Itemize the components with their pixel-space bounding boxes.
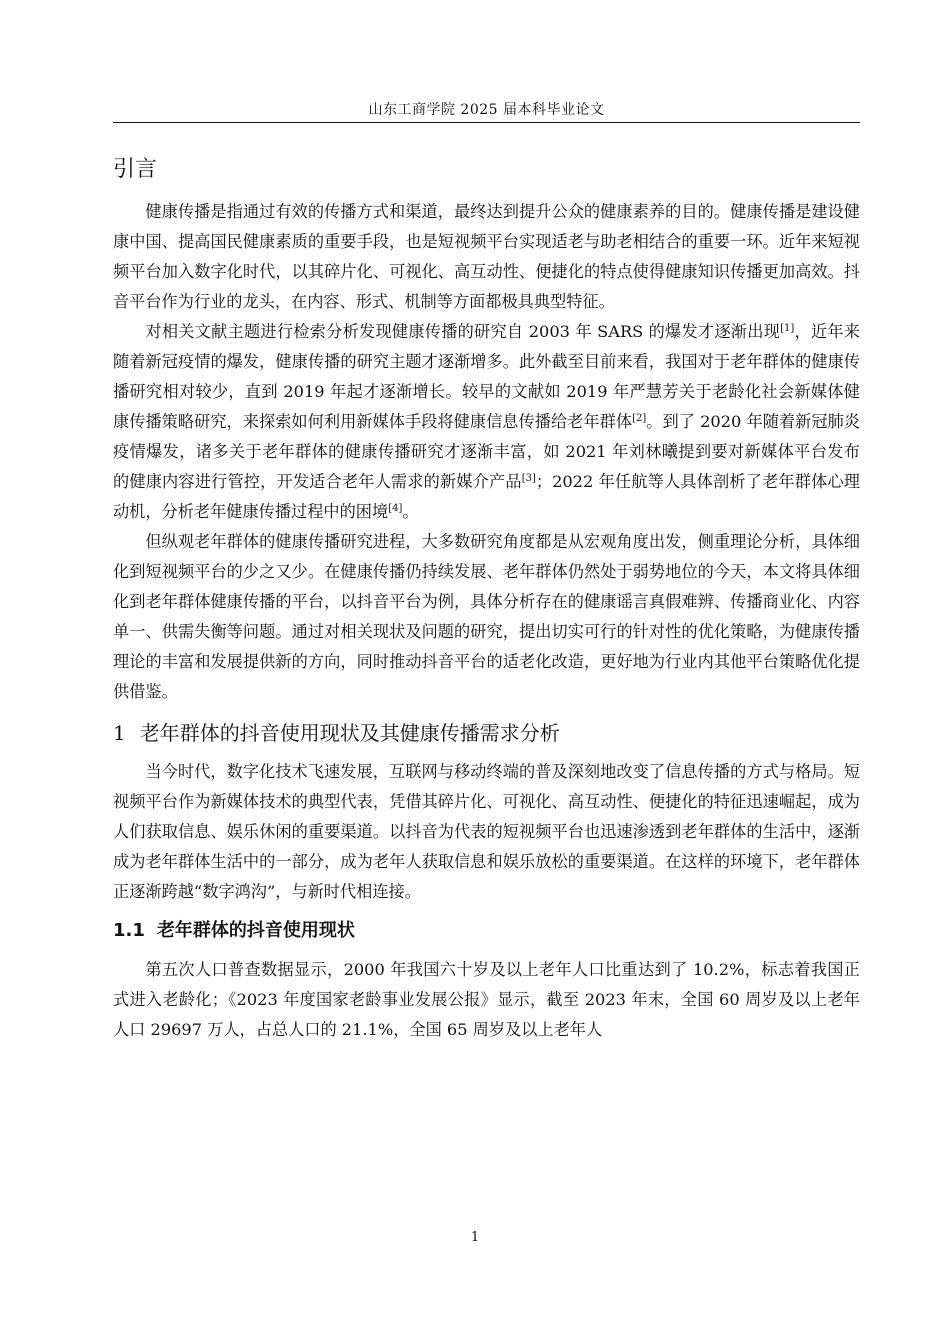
citation-4: [4]: [388, 503, 403, 514]
section-1-1-title: 老年群体的抖音使用现状: [156, 920, 355, 941]
page-content: [113, 150, 860, 1045]
section-1-1-number: 1.1: [113, 920, 145, 941]
intro-p2-text-2: ，近年来随着新冠疫情的爆发，健康传播的研究主题才逐渐增多。此外截至目前来看，我国对于老年群体的健康传播研究相对较少，直到 2019 年起才逐渐增长。较早的文献如 2019 年严慧芳关于老龄化社会新媒体健康传播策略研究，来探索如何利用新媒体手段将健康信息传播给老年群体: [113, 322, 860, 431]
intro-paragraph-2: [113, 317, 860, 527]
citation-3: [3]: [521, 473, 536, 484]
introduction-heading: 引言: [113, 157, 158, 182]
page-number: 1: [470, 1230, 480, 1245]
intro-p2-text-4: ；2022 年任航等人具体剖析了老年群体心理动机，分析老年健康传播过程中的困境: [113, 472, 860, 521]
section-1-paragraph-1: 当今时代，数字化技术飞速发展，互联网与移动终端的普及深刻地改变了信息传播的方式与格局。短视频平台作为新媒体技术的典型代表，凭借其碎片化、可视化、高互动性、便捷化的特征迅速崛起，成为人们获取信息、娱乐休闲的重要渠道。以抖音为代表的短视频平台也迅速渗透到老年群体的生活中，逐渐成为老年群体生活中的一部分，成为老年人获取信息和娱乐放松的重要渠道。在这样的环境下，老年群体正逐渐跨越“数字鸿沟”，与新时代相连接。: [113, 762, 860, 901]
citation-1: [1]: [780, 323, 795, 334]
header-rule: [113, 122, 860, 123]
section-1-title: 老年群体的抖音使用现状及其健康传播需求分析: [139, 721, 560, 745]
section-1-1-heading: [113, 913, 860, 949]
running-header: 山东工商学院 2025 届本科毕业论文: [368, 102, 605, 118]
section-1-heading: [113, 713, 860, 753]
intro-p2-text-1: 对相关文献主题进行检索分析发现健康传播的研究自 2003 年 SARS 的爆发才逐渐出现: [145, 322, 781, 341]
intro-paragraph-1: 健康传播是指通过有效的传播方式和渠道，最终达到提升公众的健康素养的目的。健康传播是建设健康中国、提高国民健康素质的重要手段，也是短视频平台实现适老与助老相结合的重要一环。近年来短视频平台加入数字化时代，以其碎片化、可视化、高互动性、便捷化的特点使得健康知识传播更加高效。抖音平台作为行业的龙头，在内容、形式、机制等方面都极具典型特征。: [113, 202, 860, 311]
section-1-number: 1: [113, 721, 126, 745]
section-1-1-paragraph-1: 第五次人口普查数据显示，2000 年我国六十岁及以上老年人口比重达到了 10.2%，标志着我国正式进入老龄化；《2023 年度国家老龄事业发展公报》显示，截至 2023 年末，全国 60 周岁及以上老年人口 29697 万人，占总人口的 21.1%，全国 65 周岁及以上老年人: [113, 960, 860, 1039]
intro-paragraph-3: 但纵观老年群体的健康传播研究进程，大多数研究角度都是从宏观角度出发，侧重理论分析，具体细化到短视频平台的少之又少。在健康传播仍持续发展、老年群体仍然处于弱势地位的今天，本文将具体细化到老年群体健康传播的平台，以抖音平台为例，具体分析存在的健康谣言真假难辨、传播商业化、内容单一、供需失衡等问题。通过对相关现状及问题的研究，提出切实可行的针对性的优化策略，为健康传播理论的丰富和发展提供新的方向，同时推动抖音平台的适老化改造，更好地为行业内其他平台策略优化提供借鉴。: [113, 532, 860, 701]
intro-p2-text-5: 。: [402, 502, 419, 521]
citation-2: [2]: [632, 413, 647, 424]
intro-p2-text-3: 。到了 2020 年随着新冠肺炎疫情爆发，诸多关于老年群体的健康传播研究才逐渐丰富，如 2021 年刘林曦提到要对新媒体平台发布的健康内容进行管控，开发适合老年人需求的新媒介产品: [113, 412, 860, 491]
